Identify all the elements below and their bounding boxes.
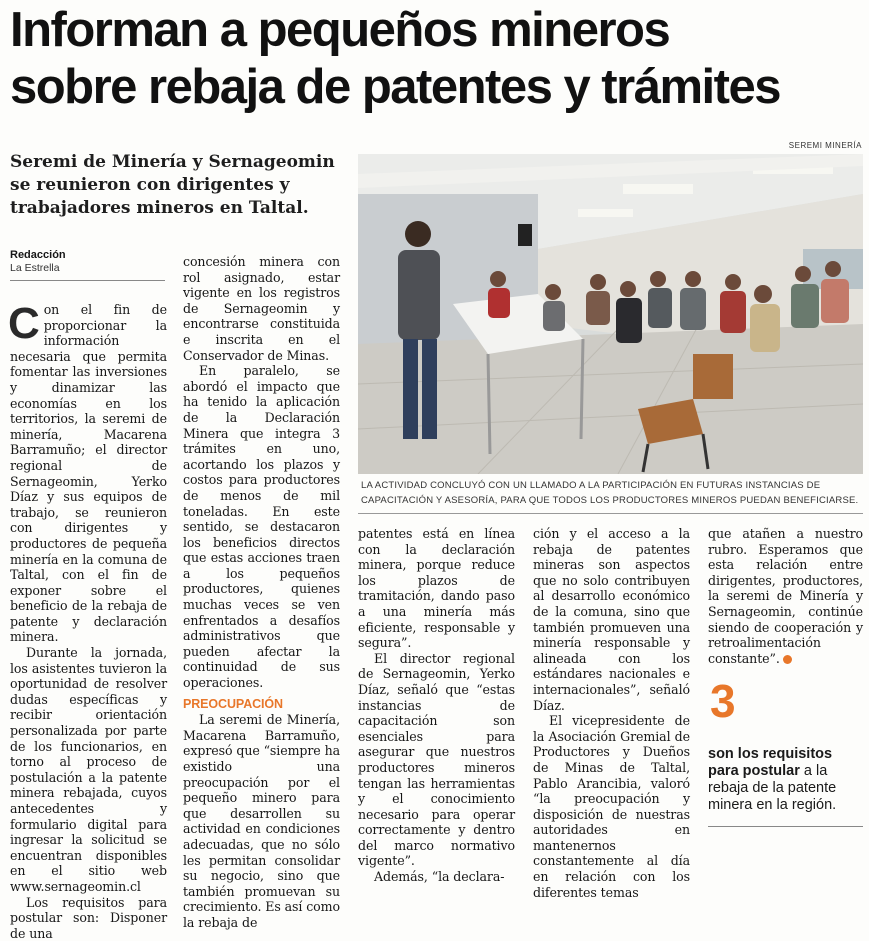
- paragraph: La seremi de Minería, Macarena Barramuño, expresó que “siempre ha existido una preocupación por el pequeño minero para que desarrollen su actividad en condiciones adecuadas, que no sólo les permitan consolidar su negocio, sino que también promuevan su crecimiento. Es así como la rebaja de: [183, 712, 340, 930]
- article-photo: [358, 154, 863, 474]
- paragraph: Los requisitos para postular son: Disponer de una: [10, 894, 167, 941]
- paragraph: que atañen a nuestro rubro. Esperamos que esta relación entre dirigentes, productores, la seremi de Minería y Sernageomin, continúe siendo de cooperación y retroalimentación constante”.: [708, 526, 863, 666]
- stat-number: 3: [710, 675, 736, 727]
- stat-bold: son los requisitos para postular: [708, 746, 833, 779]
- stat-text: [708, 746, 863, 814]
- caption-divider: [358, 513, 863, 514]
- paragraph: Con el fin de proporcionar la información necesaria que permita fomentar las inversiones y dinamizar las economías en los territorios, la seremi de minería, Macarena Barramuño; el director regional de Sernageomin, Yerko Díaz y sus equipos de trabajo, se reunieron con dirigentes y productores de pequeña minería en la comuna de Taltal, con el fin de exponer sobre el beneficio de la rebaja de patente y declaración minera.: [8, 299, 167, 645]
- meeting-photo-illustration: [358, 154, 863, 474]
- byline-divider: [10, 280, 165, 281]
- dropcap: C: [8, 299, 40, 348]
- byline-org: La Estrella: [10, 262, 60, 274]
- photo-credit: SEREMI MINERÍA: [788, 141, 862, 150]
- end-mark-icon: [783, 655, 792, 664]
- body-column-3: [358, 526, 515, 885]
- headline-line-1: Informan a pequeños mineros: [10, 3, 670, 57]
- photo-caption: LA ACTIVIDAD CONCLUYÓ CON UN LLAMADO A LA PARTICIPACIÓN EN FUTURAS INSTANCIAS DE CAPACITACIÓN Y ASESORÍA, PARA QUE TODOS LOS PRODUCTORES MINEROS PUEDAN BENEFICIARSE.: [361, 480, 859, 506]
- body-column-4: [533, 526, 690, 900]
- body-column-2: [183, 254, 340, 931]
- paragraph: ción y el acceso a la rebaja de patentes mineras son aspectos que no solo contribuyen al desarrollo económico de la comuna, sino que también promueven una minería responsable y alineada con los estándares nacionales e internacionales”, señaló Díaz.: [533, 526, 690, 713]
- body-column-5: [708, 526, 863, 666]
- paragraph: Durante la jornada, los asistentes tuvieron la oportunidad de resolver dudas específicas y recibir orientación personalizada por parte de los funcionarios, en torno al proceso de postulación a la patente minera rebajada, cuyos antecedentes y formulario digital para ingresar la solicitud se encuentran disponibles en el sitio web www.sernageomin.cl: [10, 645, 167, 894]
- paragraph: En paralelo, se abordó el impacto que ha tenido la aplicación de la Declaración Minera que integra 3 trámites en uno, acortando los plazos y costos para productores de menos de mil toneladas. En este sentido, se destacaron los beneficios directos que estas acciones traen a los pequeños productores, quienes muchas veces se ven enfrentados a desafíos administrativos que pueden afectar la continuidad de sus operaciones.: [183, 363, 340, 691]
- paragraph: concesión minera con rol asignado, estar vigente en los registros de Sernageomin y encontrarse constituida e inscrita en el Conservador de Minas.: [183, 254, 340, 363]
- paragraph: El director regional de Sernageomin, Yerko Díaz, señaló que “estas instancias de capacitación son esenciales para asegurar que nuestros productores mineros tengan las herramientas y el conocimiento necesario para operar correctamente y dentro del marco normativo vigente”.: [358, 650, 515, 869]
- stat-rest: a la rebaja de la patente minera en la región.: [708, 763, 837, 813]
- paragraph: Además, “la declara-: [374, 869, 505, 885]
- headline-line-2: sobre rebaja de patentes y trámites: [10, 60, 780, 114]
- paragraph: patentes está en línea con la declaración minera, porque reduce los plazos de tramitación, dando paso a una minería más eficiente, responsable y segura”.: [358, 526, 515, 651]
- headline: [10, 2, 865, 116]
- body-column-1: [8, 299, 167, 941]
- byline-name: Redacción: [10, 249, 66, 261]
- paragraph: El vicepresidente de la Asociación Gremial de Productores y Dueños de Minas de Taltal, Pablo Arancibia, valoró “la preocupación y disposición de nuestras autoridades en mantenernos constantemente al día en relación con los diferentes temas: [533, 713, 690, 900]
- deck: Seremi de Minería y Sernageomin se reunieron con dirigentes y trabajadores mineros en Taltal.: [10, 152, 335, 218]
- section-subhead: PREOCUPACIÓN: [183, 696, 283, 711]
- stat-divider: [708, 826, 863, 827]
